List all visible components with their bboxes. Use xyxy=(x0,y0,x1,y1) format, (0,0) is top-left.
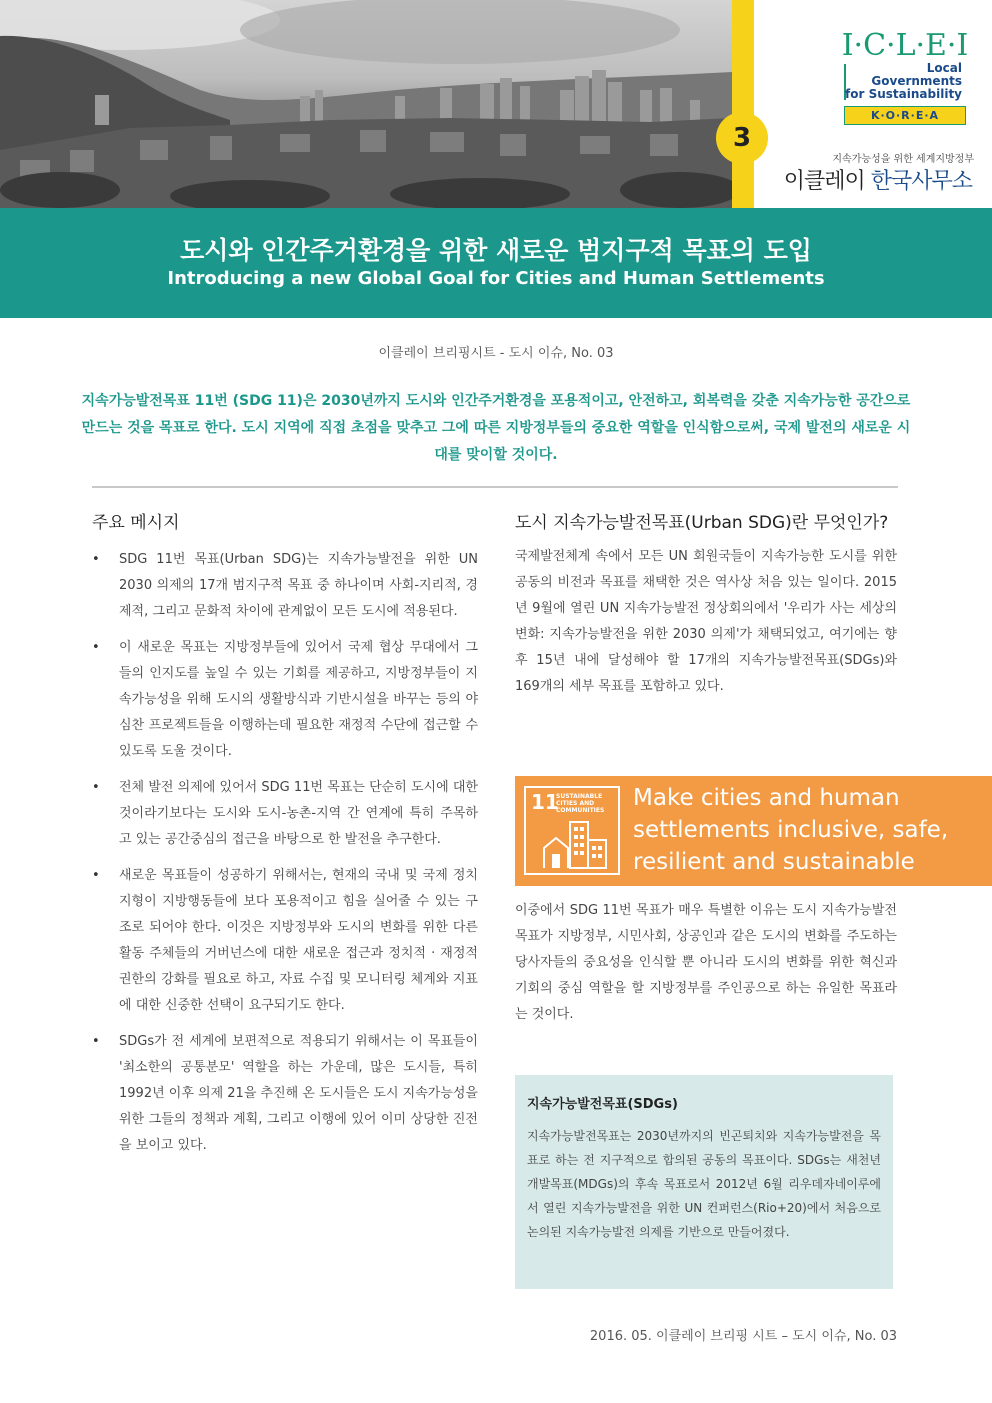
city-buildings-icon xyxy=(540,818,608,870)
page-title-korean: 도시와 인간주거환경을 위한 새로운 범지구적 목표의 도입 xyxy=(180,236,812,265)
page-footer: 2016. 05. 이클레이 브리핑 시트 – 도시 이슈, No. 03 xyxy=(589,1329,897,1344)
issue-number-badge: 3 xyxy=(716,112,768,164)
header-tagline: 지속가능성을 위한 세계지방정부 xyxy=(832,154,974,165)
sdg-tile-label: SUSTAINABLE CITIES AND COMMUNITIES xyxy=(556,793,605,814)
info-box-title: 지속가능발전목표(SDGs) xyxy=(527,1097,678,1112)
sdgs-info-box xyxy=(515,1075,893,1289)
key-messages-heading: 주요 메시지 xyxy=(92,513,180,533)
logo-wordmark: I·C·L·E·I xyxy=(841,28,969,63)
title-banner xyxy=(0,208,992,318)
list-item: • 새로운 목표들이 성공하기 위해서는, 현재의 국내 및 국제 정치 지형이 지방행동들에 보다 포용적이고 힘을 실어줄 수 있는 구조로 되어야 한다. 이것은 지방정부와 도시의 변화를 위한 다른 활동 주체들의 거버넌스에 대한 새로운 접근과 정치적 · 재정적 권한의 강화를 필요로 하고, 자료 수집 및 모니터링 체계와 지표에 대한 신중한 선택이 요구되기도 한다. xyxy=(92,863,478,1019)
list-item: • 전체 발전 의제에 있어서 SDG 11번 목표는 단순히 도시에 대한 것이라기보다는 도시와 도시-농촌-지역 간 연계에 특히 주목하고 있는 공간중심의 접근을 바탕으로 한 발전을 추구한다. xyxy=(92,775,478,853)
sdg11-paragraph: 이중에서 SDG 11번 목표가 매우 특별한 이유는 도시 지속가능발전목표가 지방정부, 시민사회, 상공인과 같은 도시의 변화를 주도하는 당사자들의 중요성을 인식할 뿐 아니라 도시의 변화를 위한 혁신과 기회의 중심 역할을 할 지방정부를 주인공으로 하는 유일한 목표라는 것이다. xyxy=(515,903,897,1022)
logo-country: K·O·R·E·A xyxy=(844,106,966,125)
list-item: • 이 새로운 목표는 지방정부들에 있어서 국제 협상 무대에서 그들의 인지도를 높일 수 있는 기회를 제공하고, 지방정부들이 지속가능성을 위해 도시의 생활방식과 기반시설을 바꾸는 등의 야심찬 프로젝트들을 이행하는데 필요한 재정적 수단에 접근할 수 있도록 도울 것이다. xyxy=(92,635,478,765)
sdg11-tile xyxy=(524,786,620,875)
header-accent-strip xyxy=(732,0,754,208)
urban-sdg-paragraph: 국제발전체계 속에서 모든 UN 회원국들이 지속가능한 도시를 위한 공동의 비전과 목표를 채택한 것은 역사상 처음 있는 일이다. 2015년 9월에 열린 UN 지속가능발전 정상회의에서 '우리가 사는 세상의 변화: 지속가능발전을 위한 2030 의제'가 채택되었고, 여기에는 향후 15년 내에 달성해야 할 17개의 지속가능발전목표(SDGs)와 169개의 세부 목표를 포함하고 있다. xyxy=(515,549,897,694)
sdg11-goal-text: Make cities and human settlements inclusive, safe, resilient and sustainable xyxy=(633,785,949,875)
section-divider xyxy=(92,486,898,488)
sdg11-banner xyxy=(515,776,992,886)
office-name: 이클레이 한국사무소 xyxy=(783,169,972,194)
info-box-text: 지속가능발전목표는 2030년까지의 빈곤퇴치와 지속가능발전을 목표로 하는 전 지구적으로 합의된 공동의 목표이다. SDGs는 새천년개발목표(MDGs)의 후속 목표로서 2012년 6월 리우데자네이루에서 열린 지속가능발전을 위한 UN 컨퍼런스(Rio+20)에서 처음으로 논의된 지속가능발전 의제를 기반으로 만들어졌다. xyxy=(527,1129,881,1239)
urban-sdg-heading: 도시 지속가능발전목표(Urban SDG)란 무엇인가? xyxy=(515,513,889,533)
city-skyline-image xyxy=(0,0,732,208)
intro-paragraph: 지속가능발전목표 11번 (SDG 11)은 2030년까지 도시와 인간주거환경을 포용적이고, 안전하고, 회복력을 갖춘 지속가능한 공간으로 만드는 것을 목표로 한다. 도시 지역에 직접 초점을 맞추고 그에 따른 지방정부들의 중요한 역할을 인식함으로써, 국제 발전의 새로운 시대를 맞이할 것이다. xyxy=(81,393,911,463)
briefing-subtitle: 이클레이 브리핑시트 - 도시 이슈, No. 03 xyxy=(378,346,614,361)
page-title-english: Introducing a new Global Goal for Cities and Human Settlements xyxy=(167,268,825,289)
key-messages-column xyxy=(92,508,478,1169)
key-messages-list xyxy=(92,547,478,1159)
list-item: • SDG 11번 목표(Urban SDG)는 지속가능발전을 위한 UN 2030 의제의 17개 범지구적 목표 중 하나이며 사회-지리적, 경제적, 그리고 문화적 차이에 관계없이 모든 도시에 적용된다. xyxy=(92,547,478,625)
header-city-photo xyxy=(0,0,732,208)
sdg11-explanation xyxy=(515,898,897,1028)
sdg-number: 11 xyxy=(531,790,559,814)
logo-subtitle: Local Governments for Sustainability xyxy=(845,61,962,101)
iclei-logo xyxy=(840,28,970,128)
urban-sdg-column xyxy=(515,508,897,700)
list-item: • SDGs가 전 세계에 보편적으로 적용되기 위해서는 이 목표들이 '최소한의 공통분모' 역할을 하는 가운데, 많은 도시들, 특히 1992년 이후 의제 21을 추진해 온 도시들은 도시 지속가능성을 위한 그들의 정책과 계획, 그리고 이행에 있어 이미 상당한 진전을 보이고 있다. xyxy=(92,1029,478,1159)
